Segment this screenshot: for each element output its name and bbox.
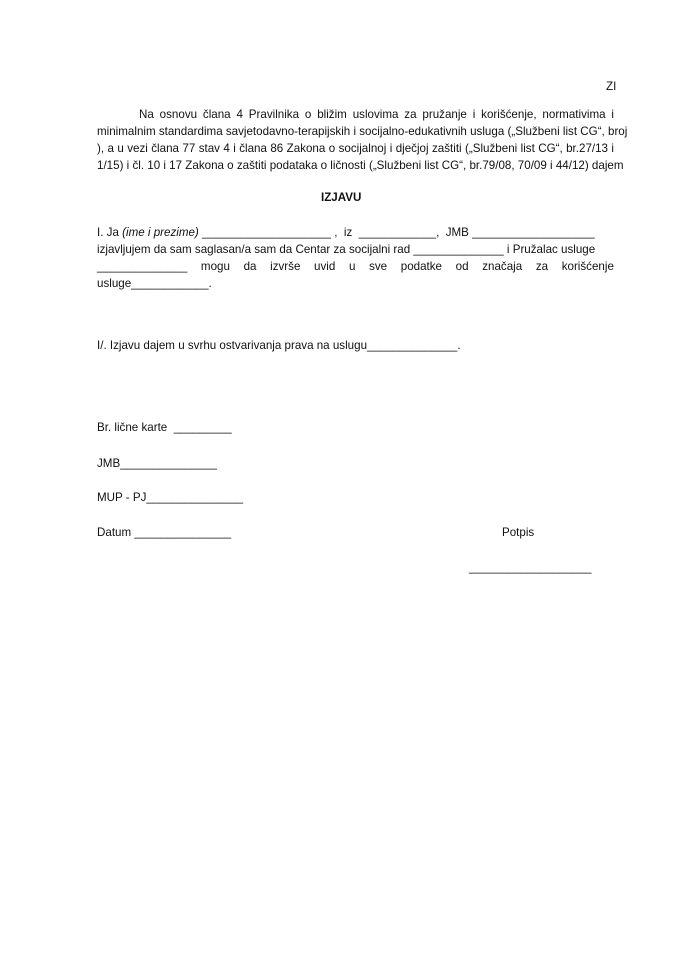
purpose-blank[interactable]: ______________ xyxy=(367,339,458,352)
from-blank[interactable]: ____________ xyxy=(358,226,437,239)
jmb-blank[interactable]: ___________________ xyxy=(472,226,595,239)
word: za xyxy=(535,260,549,273)
date-field xyxy=(97,525,231,541)
corner-label: ZI xyxy=(606,80,617,93)
jmb-field xyxy=(97,456,217,472)
consent-text: izjavljujem da sam saglasan/a sam da Centar za socijalni rad xyxy=(97,243,414,256)
preamble-line: Na osnovu člana 4 Pravilnika o bližim uslovima za pružanje i korišćenje, normativima i xyxy=(139,108,614,121)
purpose-text: I/. Izjavu dajem u svrhu ostvarivanja prava na uslugu xyxy=(97,339,368,352)
preamble-line: minimalnim standardima savjetodavno-terapijskih i socijalno-edukativnih usluga („Službeni list CG“, broj xyxy=(97,125,628,138)
word: uvid xyxy=(314,260,336,273)
id-card-label: Br. lične karte xyxy=(97,421,174,434)
mup-blank[interactable]: _______________ xyxy=(146,491,244,504)
word: mogu xyxy=(200,260,230,273)
provider-blank[interactable]: ______________ xyxy=(97,260,188,273)
statement-section-2 xyxy=(97,338,461,354)
statement-line-4 xyxy=(97,276,212,292)
name-hint: (ime i prezime) xyxy=(122,226,199,239)
statement-line-3 xyxy=(97,259,614,275)
id-card-blank[interactable]: _________ xyxy=(173,421,232,434)
mup-field xyxy=(97,490,243,506)
word: od xyxy=(455,260,469,273)
jmb-field-blank[interactable]: _______________ xyxy=(120,457,217,470)
document-title: IZJAVU xyxy=(321,191,362,204)
id-card-field xyxy=(97,420,232,436)
statement-prefix: I. Ja xyxy=(97,226,123,239)
service-label: usluge xyxy=(97,277,132,290)
mup-label: MUP - PJ xyxy=(97,491,147,504)
from-label: , iz xyxy=(330,226,359,239)
word: da xyxy=(243,260,257,273)
period: . xyxy=(208,277,212,290)
jmb-field-label: JMB xyxy=(97,457,121,470)
word: korišćenje xyxy=(561,260,614,273)
statement-line-2 xyxy=(97,242,595,258)
word: podatke xyxy=(400,260,443,273)
word: značaja xyxy=(482,260,523,273)
name-blank[interactable]: ____________________ xyxy=(198,226,331,239)
preamble-line: ), a u vezi člana 77 stav 4 i člana 86 Zakona o socijalnoj i dječjoj zaštiti („Službeni list CG“, br.27/13 i xyxy=(97,142,614,155)
jmb-label: , JMB xyxy=(436,226,473,239)
date-label: Datum xyxy=(97,526,135,539)
period: . xyxy=(457,339,461,352)
signature-label: Potpis xyxy=(502,526,535,539)
center-blank[interactable]: ______________ xyxy=(413,243,504,256)
provider-text: i Pružalac usluge xyxy=(503,243,596,256)
date-blank[interactable]: _______________ xyxy=(134,526,232,539)
preamble-line: 1/15) i čl. 10 i 17 Zakona o zaštiti podataka o ličnosti („Službeni list CG“, br.79/08, 70/09 i 44/12) dajem xyxy=(97,159,624,172)
word: u xyxy=(348,260,356,273)
statement-line-1 xyxy=(97,225,595,241)
word: izvrše xyxy=(270,260,301,273)
word: sve xyxy=(369,260,388,273)
signature-blank[interactable]: ___________________ xyxy=(469,561,592,574)
service-blank[interactable]: ____________ xyxy=(131,277,209,290)
